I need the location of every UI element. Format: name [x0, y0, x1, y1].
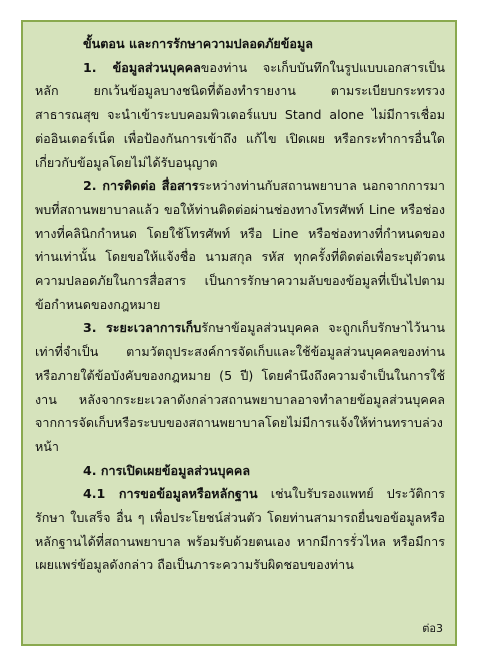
- section-4-1: [35, 482, 445, 577]
- section-4-heading: 4. การเปิดเผยข้อมูลส่วนบุคคล: [83, 462, 251, 478]
- section-2: [35, 174, 445, 316]
- section-1-heading: 1. ข้อมูลส่วนบุคคล: [83, 59, 201, 75]
- section-4-1-heading: 4.1 การขอข้อมูลหรือหลักฐาน: [83, 486, 258, 502]
- continued-note: ต่อ3: [422, 622, 443, 635]
- section-3-body: รักษาข้อมูลส่วนบุคคล จะถูกเก็บรักษาไว้นานเท่าที่จำเป็น ตามวัตถุประสงค์การจัดเก็บและใช้ข้อมูลส่วนบุคคลของท่าน หรือภายใต้ข้อบังคับของกฎหมาย (5 ปี) โดยคำนึงถึงความจำเป็นในการใช้งาน หลังจากระยะเวลาดังกล่าวสถานพยาบาลอาจทำลายข้อมูลส่วนบุคคลจากการจัดเก็บหรือระบบของสถานพยาบาลโดยไม่มีการแจ้งให้ท่านทราบล่วงหน้า: [35, 320, 445, 454]
- section-3-heading: 3. ระยะเวลาการเก็บ: [83, 320, 202, 336]
- section-2-heading: 2. การติดต่อ สื่อสาร: [83, 178, 199, 194]
- section-4-1-body: เช่นใบรับรองแพทย์ ประวัติการรักษา ใบเสร็จ อื่น ๆ เพื่อประโยชน์ส่วนตัว โดยท่านสามารถยื่นขอข้อมูลหรือหลักฐานได้ที่สถานพยาบาล พร้อมรับด้วยตนเอง หากมีการรั่วไหล หรือมีการเผยแพร่ข้อมูลดังกล่าว ถือเป็นภาระความรับผิดชอบของท่าน: [35, 486, 445, 573]
- document-page: [21, 20, 457, 646]
- section-2-body: ระหว่างท่านกับสถานพยาบาล นอกจากการมาพบที่สถานพยาบาลแล้ว ขอให้ท่านติดต่อผ่านช่องทางโทรศัพท์ Line หรือช่องทางที่คลินิกกำหนด โดยใช้โทรศัพท์ หรือ Line หรือช่องทางที่กำหนดของท่านเท่านั้น โดยขอให้แจ้งชื่อ นามสกุล รหัส ทุกครั้งที่ติดต่อเพื่อระบุตัวตน ความปลอดภัยในการสื่อสาร เป็นการรักษาความลับของข้อมูลที่เป็นไปตามข้อกำหนดของกฎหมาย: [35, 178, 445, 312]
- section-1: [35, 56, 445, 175]
- section-3: [35, 316, 445, 458]
- section-4: [35, 459, 445, 483]
- section-1-body: ของท่าน จะเก็บบันทึกในรูปแบบเอกสารเป็นหลัก ยกเว้นข้อมูลบางชนิดที่ต้องทำรายงาน ตามระเบียบกระทรวงสาธารณสุข จะนำเข้าระบบคอมพิวเตอร์แบบ Stand alone ไม่มีการเชื่อมต่ออินเตอร์เน็ต เพื่อป้องกันการเข้าถึง แก้ไข เปิดเผย หรือกระทำการอื่นใดเกี่ยวกับข้อมูลโดยไม่ได้รับอนุญาต: [35, 59, 445, 170]
- document-title: ขั้นตอน และการรักษาความปลอดภัยข้อมูล: [83, 36, 313, 51]
